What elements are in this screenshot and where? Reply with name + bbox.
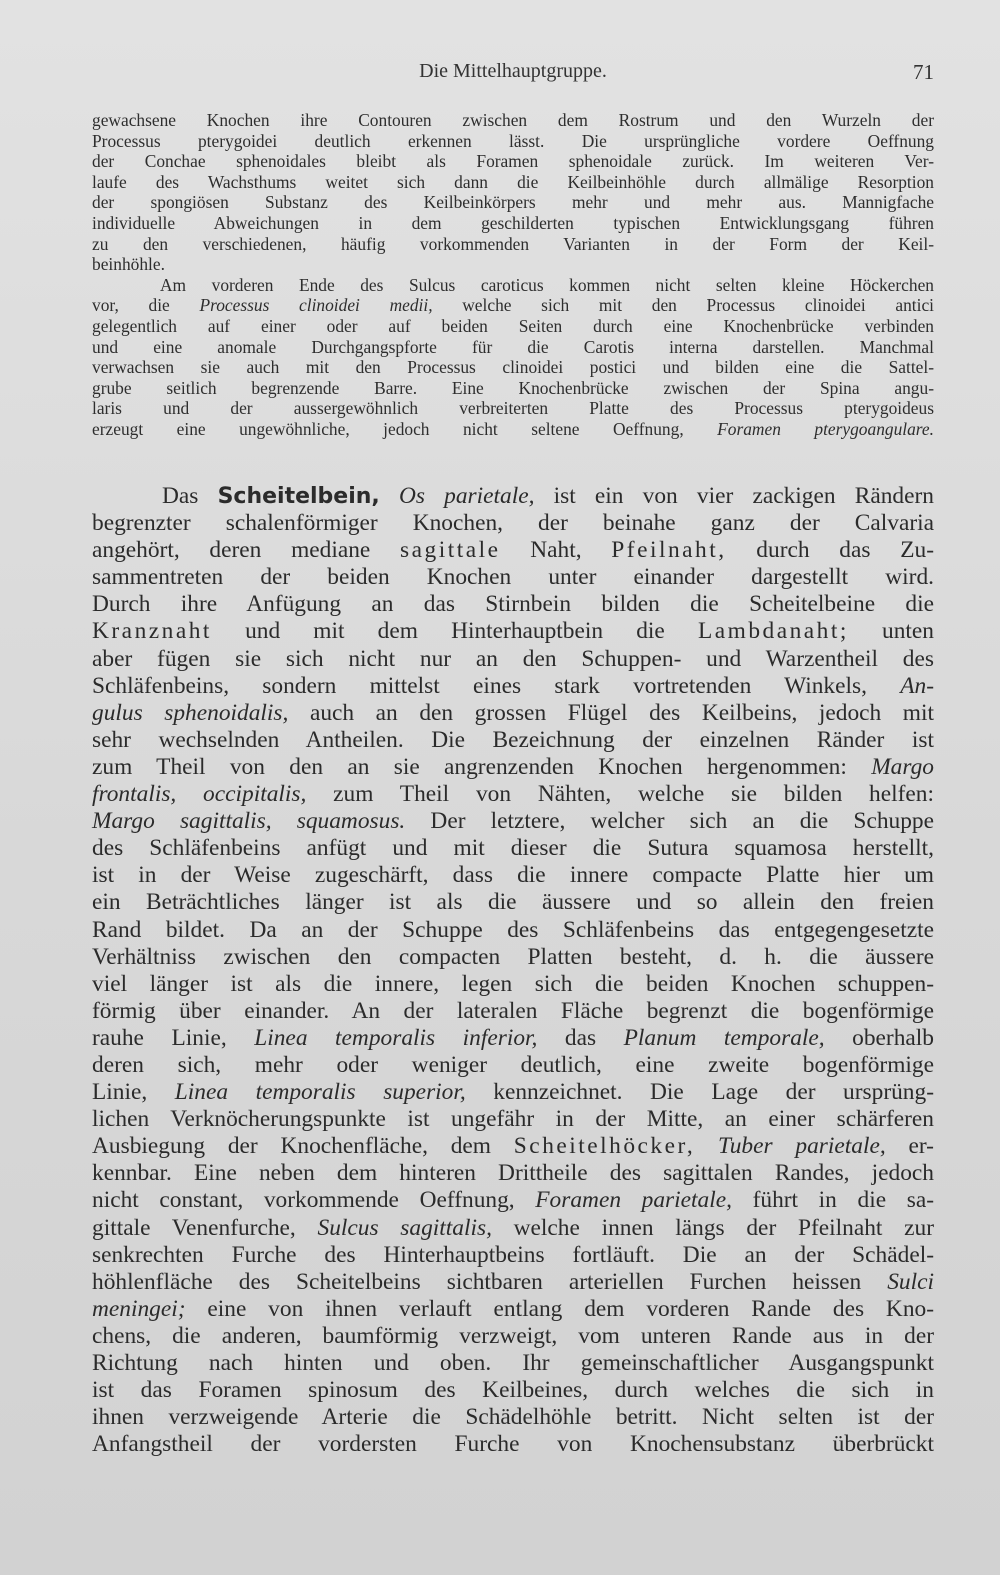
text-line: [92, 1187, 934, 1214]
text-line: [92, 727, 934, 754]
text-run: Durch ihre Anfügung an das Stirnbein bilden die Scheitelbeine die: [92, 591, 934, 618]
text-line: [92, 618, 934, 645]
text-run: individuelle Abweichungen in dem geschilderten typischen Entwicklungsgang führen: [92, 212, 934, 233]
text-run: vor, die: [92, 295, 200, 316]
text-line: [92, 1296, 934, 1323]
text-line: [92, 1269, 934, 1296]
text-run: [380, 483, 399, 509]
text-run: erzeugt eine ungewöhnliche, jedoch nicht seltene Oeffnung,: [92, 418, 718, 439]
text-line: [92, 510, 934, 537]
text-line: [92, 537, 934, 564]
text-run: oberhalb: [824, 1024, 934, 1051]
text-line: [92, 646, 934, 673]
text-run: beinhöhle.: [92, 254, 165, 275]
text-line: [92, 337, 934, 358]
text-run: kennbar. Eine neben dem hinteren Drittheile des sagittalen Randes, jedoch: [92, 1160, 934, 1187]
text-line: [92, 591, 934, 618]
text-line: [92, 213, 934, 234]
text-run: viel länger ist als die innere, legen sich die beiden Knochen schuppen-: [92, 970, 934, 997]
page-header: [92, 60, 934, 90]
text-line: [92, 944, 934, 971]
text-run: welche sich mit den Processus clinoidei antici: [432, 295, 935, 316]
text-run: laufe des Wachsthums weitet sich dann die Keilbeinhöhle durch allmälige Resorption: [92, 171, 934, 192]
text-run: angehört, deren mediane: [92, 537, 401, 564]
text-run: der spongiösen Substanz des Keilbeinkörpers mehr und mehr aus. Mannigfache: [92, 192, 934, 213]
latin-term: Linea temporalis superior,: [174, 1079, 466, 1106]
text-run: das: [537, 1024, 624, 1051]
text-run: er-: [885, 1133, 934, 1160]
latin-term: meningei;: [92, 1295, 186, 1322]
text-line: [92, 378, 934, 399]
text-run: lichen Verknöcherungspunkte ist ungefähr in der Mitte, an einer schärferen: [92, 1106, 934, 1133]
text-run: gelegentlich auf einer oder auf beiden Seiten durch eine Knochenbrücke verbinden: [92, 315, 934, 336]
text-run: Am vorderen Ende des Sulcus caroticus kommen nicht selten kleine Höckerchen: [160, 274, 934, 295]
text-line: [92, 254, 934, 275]
text-run: zum Theil von den an sie angrenzenden Knochen hergenommen:: [92, 753, 872, 780]
text-run: sammentreten der beiden Knochen unter einander dargestellt wird.: [92, 564, 934, 591]
latin-term: Margo sagittalis, squamosus.: [92, 808, 406, 835]
text-line: [92, 808, 934, 835]
text-run: führt in die sa-: [731, 1187, 934, 1214]
latin-term: Margo: [871, 753, 934, 780]
text-line: [92, 1079, 934, 1106]
text-line: [92, 781, 934, 808]
text-line: [92, 192, 934, 213]
spaced-term: Kranznaht: [92, 618, 212, 645]
text-line: [92, 1431, 934, 1458]
text-run: durch das Zu-: [726, 537, 934, 564]
text-run: gewachsene Knochen ihre Contouren zwischen dem Rostrum und den Wurzeln der: [92, 110, 934, 130]
text-run: zum Theil von Nähten, welche sie bilden helfen:: [306, 781, 934, 808]
text-run: und mit dem Hinterhauptbein die: [211, 618, 698, 645]
small-paragraph: [92, 110, 934, 275]
text-run: chens, die anderen, baumförmig verzweigt, vom unteren Rande aus in der: [92, 1322, 934, 1349]
text-line: [92, 275, 934, 296]
text-run: der Conchae sphenoidales bleibt als Foramen sphenoidale zurück. Im weiteren Ver-: [92, 151, 934, 172]
text-line: [92, 1323, 934, 1350]
text-line: [92, 1133, 934, 1160]
text-run: senkrechten Furche des Hinterhauptbeins fortläuft. Die an der Schädel-: [92, 1241, 934, 1268]
text-line: [92, 1106, 934, 1133]
text-run: Ausbiegung der Knochenfläche, dem: [92, 1133, 514, 1160]
latin-term: Foramen parietale,: [535, 1187, 732, 1214]
text-run: verwachsen sie auch mit den Processus clinoidei postici und bilden eine die Sattel-: [92, 357, 934, 378]
text-run: ist in der Weise zugeschärft, dass die innere compacte Platte hier um: [92, 862, 934, 889]
section-term: Scheitelbein,: [217, 484, 380, 509]
text-run: Rand bildet. Da an der Schuppe des Schläfenbeins das entgegengesetzte: [92, 916, 934, 943]
text-run: Der letztere, welcher sich an die Schuppe: [405, 808, 934, 835]
text-line: [92, 357, 934, 378]
text-run: deren sich, mehr oder weniger deutlich, eine zweite bogenförmige: [92, 1051, 934, 1078]
text-run: nicht constant, vorkommende Oeffnung,: [92, 1187, 536, 1214]
text-run: Anfangstheil der vordersten Furche von Knochensubstanz überbrückt: [92, 1431, 934, 1458]
text-run: welche innen längs der Pfeilnaht zur: [491, 1214, 934, 1241]
text-run: förmig über einander. An der lateralen Fläche begrenzt die bogenförmige: [92, 997, 934, 1024]
text-run: unten: [848, 618, 934, 645]
text-line: [92, 316, 934, 337]
text-line: [92, 862, 934, 889]
text-run: Verhältniss zwischen den compacten Platten besteht, d. h. die äussere: [92, 943, 934, 970]
text-line: [92, 1377, 934, 1404]
latin-term: gulus sphenoidalis,: [92, 699, 289, 726]
text-line: [92, 110, 934, 131]
text-run: ein Beträchtliches länger ist als die äussere und so allein den freien: [92, 889, 934, 916]
text-line: [92, 700, 934, 727]
latin-term: An-: [900, 672, 934, 699]
small-paragraph: [92, 275, 934, 440]
text-run: ist das Foramen spinosum des Keilbeines, durch welches die sich in: [92, 1377, 934, 1404]
text-line: [92, 483, 934, 510]
spaced-term: Pfeilnaht,: [611, 537, 727, 564]
latin-term: Sulci: [887, 1268, 934, 1295]
text-run: und eine anomale Durchgangspforte für die Carotis interna darstellen. Manchmal: [92, 336, 934, 357]
text-run: begrenzter schalenförmiger Knochen, der beinahe ganz der Calvaria: [92, 510, 934, 537]
text-line: [92, 151, 934, 172]
text-line: [92, 917, 934, 944]
text-line: [92, 1242, 934, 1269]
text-run: [695, 1133, 718, 1159]
text-line: [92, 1404, 934, 1431]
page-number: 71: [913, 60, 934, 84]
text-run: Naht,: [500, 537, 612, 564]
text-run: höhlenfläche des Scheitelbeins sichtbaren arteriellen Furchen heissen: [92, 1268, 888, 1295]
latin-term: Sulcus sagittalis,: [317, 1214, 492, 1241]
text-run: aber fügen sie sich nicht nur an den Schuppen- und Warzentheil des: [92, 645, 934, 672]
spaced-term: Scheitelhöcker,: [513, 1133, 696, 1160]
text-line: [92, 754, 934, 781]
text-run: auch an den grossen Flügel des Keilbeins, jedoch mit: [288, 699, 935, 726]
text-line: [92, 1160, 934, 1187]
text-line: [92, 234, 934, 255]
text-line: [92, 835, 934, 862]
text-line: [92, 419, 934, 440]
text-line: [92, 295, 934, 316]
text-run: Richtung nach hinten und oben. Ihr gemeinschaftlicher Ausgangspunkt: [92, 1350, 934, 1376]
text-run: kennzeichnet. Die Lage der ursprüng-: [465, 1079, 934, 1106]
text-line: [92, 889, 934, 916]
text-line: [92, 172, 934, 193]
latin-term: Os parietale,: [398, 483, 535, 509]
text-line: [92, 673, 934, 700]
text-run: ihnen verzweigende Arterie die Schädelhöhle betritt. Nicht selten ist der: [92, 1404, 934, 1431]
text-run: laris und der aussergewöhnlich verbreiterten Platte des Processus pterygoideus: [92, 398, 934, 419]
text-run: ist ein von vier zackigen Rändern: [534, 483, 934, 509]
text-run: gittale Venenfurche,: [92, 1214, 318, 1241]
text-run: eine von ihnen verlauft entlang dem vorderen Rande des Kno-: [185, 1295, 934, 1322]
text-line: [92, 1052, 934, 1079]
spaced-term: Lambdanaht;: [697, 618, 849, 645]
latin-term: Foramen pterygoangulare.: [717, 418, 934, 439]
text-line: [92, 1215, 934, 1242]
text-line: [92, 1025, 934, 1052]
small-print-section: [92, 110, 934, 440]
text-line: [92, 998, 934, 1025]
latin-term: Planum temporale,: [623, 1024, 825, 1051]
text-line: [92, 131, 934, 152]
text-line: [92, 398, 934, 419]
text-run: Processus pterygoidei deutlich erkennen lässt. Die ursprüngliche vordere Oeffnung: [92, 130, 934, 151]
text-run: sehr wechselnden Antheilen. Die Bezeichnung der einzelnen Ränder ist: [92, 726, 934, 753]
text-line: [92, 1350, 934, 1377]
text-run: des Schläfenbeins anfügt und mit dieser die Sutura squamosa herstellt,: [92, 835, 934, 862]
text-run: Das: [162, 483, 218, 509]
main-text-section: [92, 483, 934, 1458]
text-run: rauhe Linie,: [92, 1024, 255, 1051]
text-run: Linie,: [92, 1079, 175, 1106]
latin-term: Processus clinoidei medii,: [199, 295, 433, 316]
latin-term: frontalis, occipitalis,: [92, 781, 307, 808]
text-run: zu den verschiedenen, häufig vorkommenden Varianten in der Form der Keil-: [92, 233, 934, 254]
text-line: [92, 971, 934, 998]
text-run: Schläfenbeins, sondern mittelst eines stark vortretenden Winkels,: [92, 672, 901, 699]
text-line: [92, 564, 934, 591]
latin-term: Tuber parietale,: [718, 1133, 886, 1160]
spaced-term: sagittale: [400, 537, 501, 564]
text-run: grube seitlich begrenzende Barre. Eine Knochenbrücke zwischen der Spina angu-: [92, 377, 934, 398]
running-title: Die Mittelhauptgruppe.: [419, 60, 607, 82]
latin-term: Linea temporalis inferior,: [254, 1024, 538, 1051]
